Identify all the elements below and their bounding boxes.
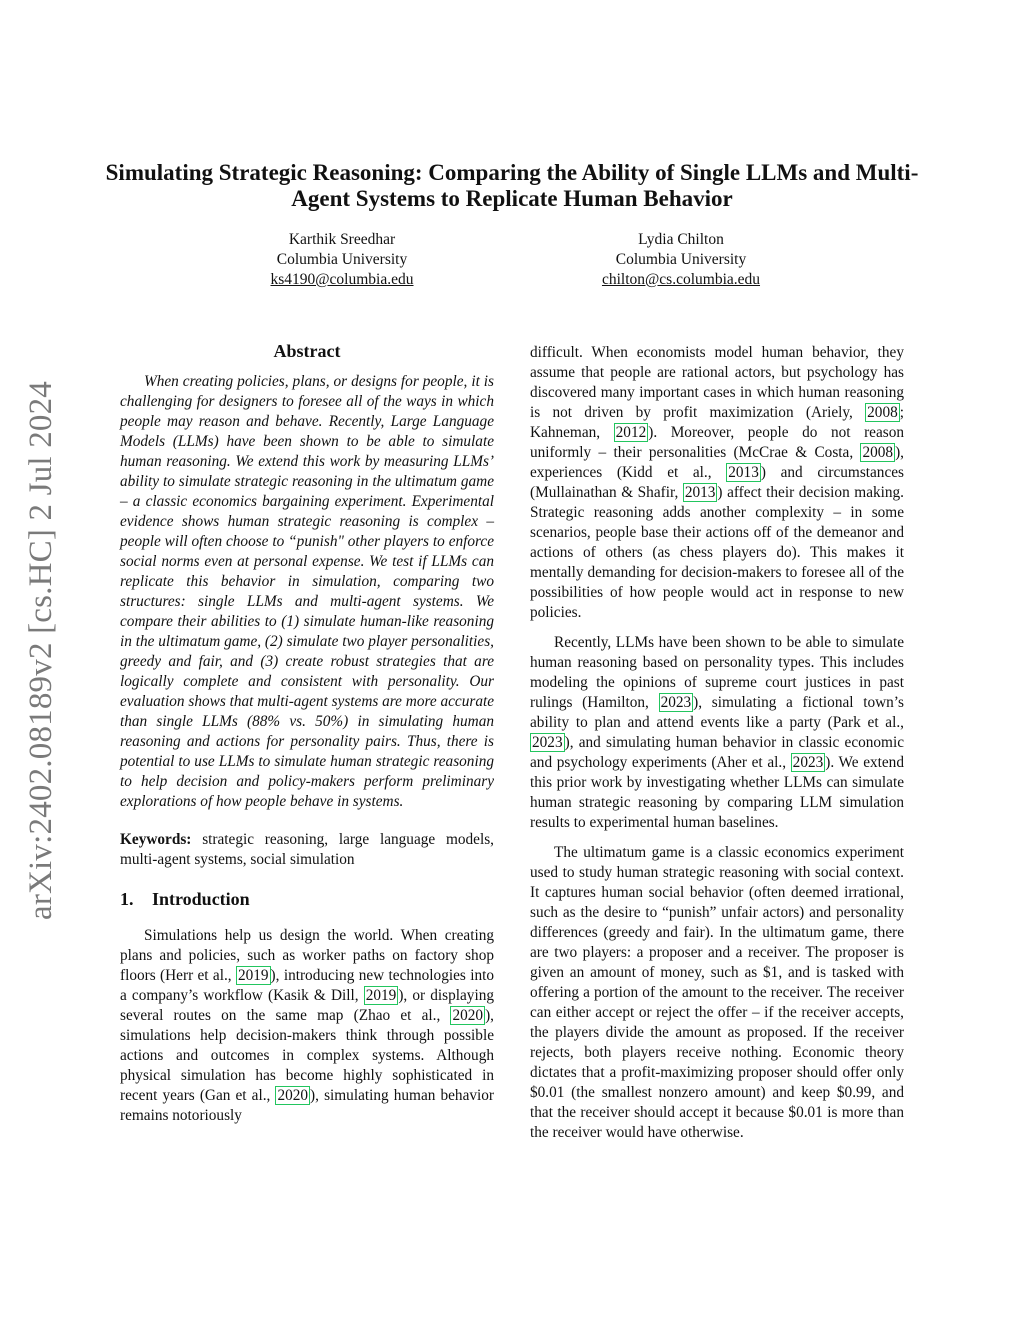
keywords-text: strategic reasoning, large language models, multi-agent systems, social simulation bbox=[120, 831, 494, 868]
citation-link[interactable]: 2023 bbox=[532, 734, 563, 751]
ultimatum-paragraph: The ultimatum game is a classic economics experiment used to study human strategic reasoning with social context. It captures human social behavior (often deemed irrational, such as the desire to “punish” unfair actors) and personality differences (greedy and fair). In the ultimatum game, there are two players: a proposer and a receiver. The proposer is given an amount of money, such as $1, and is tasked with offering a portion of the amount to the receiver. The receiver can either accept or reject the offer – if the receiver accepts, the players divide the amount as proposed. If the receiver rejects, both players receive nothing. Economic theory dictates that a profit-maximizing proposer should offer only $0.01 (the smallest nonzero amount) and keep $0.99, and that the receiver should accept it because $0.01 is more than the receiver would have otherwise. bbox=[530, 844, 904, 1141]
citation-link[interactable]: 2020 bbox=[452, 1007, 484, 1024]
text-run: ; Kahneman, bbox=[530, 404, 904, 441]
author-block-2 bbox=[531, 230, 831, 290]
section-number: 1. bbox=[120, 889, 134, 909]
text-run: ), and simulating human behavior in classic economic and psychology experiments (Aher et al., bbox=[530, 734, 904, 771]
citation-link[interactable]: 2008 bbox=[862, 444, 894, 461]
author-name: Karthik Sreedhar bbox=[288, 231, 396, 248]
intro-paragraph-1 bbox=[120, 926, 494, 1126]
citation-link[interactable]: 2012 bbox=[615, 424, 647, 441]
author-block-1 bbox=[192, 230, 492, 290]
text-run: difficult. When economists model human behavior, they assume that people are rational actors, but psychology has discovered many important cases in which human reasoning is not driven by profit maximization (Ariely, bbox=[530, 344, 904, 421]
author-email-link[interactable]: chilton@cs.columbia.edu bbox=[601, 271, 761, 288]
text-run: ), simulating a fictional town’s ability to plan and attend events like a party (Park et al., bbox=[530, 694, 904, 731]
continuation-paragraph bbox=[530, 343, 904, 623]
keywords bbox=[120, 830, 494, 870]
left-column bbox=[120, 340, 494, 1136]
author-email-link[interactable]: ks4190@columbia.edu bbox=[270, 271, 414, 288]
citation-link[interactable]: 2020 bbox=[277, 1087, 309, 1104]
citation-link[interactable]: 2019 bbox=[237, 967, 269, 984]
citation-link[interactable]: 2013 bbox=[728, 464, 759, 481]
right-column bbox=[530, 343, 904, 1153]
arxiv-identifier: arXiv:2402.08189v2 [cs.HC] 2 Jul 2024 bbox=[23, 380, 60, 920]
abstract-text: When creating policies, plans, or designs for people, it is challenging for designers to foresee all of the ways in which people may reason and behave. Recently, Large Language Models (LLMs) have been shown to be able to simulate human reasoning. We extend this work by measuring LLMs’ ability to simulate strategic reasoning in the ultimatum game – a classic economics bargaining experiment. Experimental evidence shows human strategic reasoning is complex – people will often choose to “punish" other players to enforce social norms even at personal expense. We test if LLMs can replicate this behavior in simulation, comparing two structures: single LLMs and multi-agent systems. We compare their abilities to (1) simulate human-like reasoning in the ultimatum game, (2) simulate two player personalities, greedy and fair, and (3) create robust strategies that are logically complete and consistent with personality. Our evaluation shows that multi-agent systems are more accurate than single LLMs (88% vs. 50%) in simulating human reasoning and actions for personality pairs. Thus, there is potential to use LLMs to simulate human strategic reasoning to help decision and policy-makers perform preliminary explorations of how people behave in systems. bbox=[120, 373, 495, 810]
text-run: ), or displaying several routes on the same map (Zhao et al., bbox=[120, 987, 494, 1024]
author-affiliation: Columbia University bbox=[276, 251, 408, 268]
citation-link[interactable]: 2023 bbox=[792, 754, 824, 771]
text-run: ), experiences (Kidd et al., bbox=[530, 444, 904, 481]
section-heading-introduction bbox=[120, 888, 494, 910]
llm-paragraph bbox=[530, 633, 904, 833]
citation-link[interactable]: 2013 bbox=[684, 484, 716, 501]
text-run: ) affect their decision making. Strategic reasoning adds another complexity – in some scenarios, people base their actions off of the demeanor and actions of others (as chess players do). This makes it mentally demanding for decision-makers to foresee all of the possibilities of how people would act in response to new policies. bbox=[530, 484, 904, 621]
keywords-label: Keywords: bbox=[120, 831, 192, 848]
text-run: ), simulating human behavior remains notoriously bbox=[120, 1087, 494, 1124]
section-title: Introduction bbox=[152, 889, 250, 909]
citation-link[interactable]: 2008 bbox=[867, 404, 898, 421]
author-name: Lydia Chilton bbox=[638, 231, 724, 248]
arxiv-identifier-sidebar bbox=[12, 360, 72, 940]
text-run: ). Moreover, people do not reason uniformly – their personalities (McCrae & Costa, bbox=[530, 424, 904, 461]
text-run: Recently, LLMs have been shown to be able to simulate human reasoning based on personality types. This includes modeling the opinions of supreme court justices in past rulings (Hamilton, bbox=[530, 634, 904, 711]
citation-link[interactable]: 2023 bbox=[660, 694, 692, 711]
paper-title: Simulating Strategic Reasoning: Comparing the Ability of Single LLMs and Multi-Agent Systems to Replicate Human Behavior bbox=[105, 160, 919, 211]
text-run: ). We extend this prior work by investigating whether LLMs can simulate human strategic reasoning by comparing LLM simulation results to experimental human baselines. bbox=[530, 754, 904, 831]
text-run: ), simulations help decision-makers think through possible actions and outcomes in complex systems. Although physical simulation has become highly sophisticated in recent years (Gan et al., bbox=[120, 1007, 494, 1104]
text-run: Simulations help us design the world. When creating plans and policies, such as worker paths on factory shop floors (Herr et al., bbox=[120, 927, 494, 984]
citation-link[interactable]: 2019 bbox=[365, 987, 397, 1004]
author-affiliation: Columbia University bbox=[615, 251, 747, 268]
abstract-heading: Abstract bbox=[273, 341, 341, 361]
text-run: ) and circumstances (Mullainathan & Shafir, bbox=[530, 464, 904, 501]
text-run: ), introducing new technologies into a company’s workflow (Kasik & Dill, bbox=[120, 967, 494, 1004]
